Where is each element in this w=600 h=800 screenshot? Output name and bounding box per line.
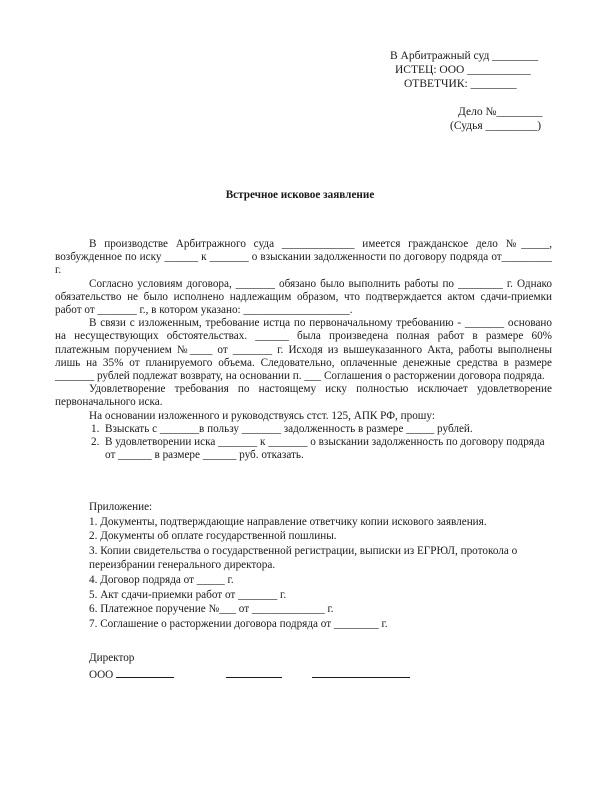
appendix-item: 7. Соглашение о расторжении договора подряда от ________ г. [89,617,388,630]
request-item-number: 2. [91,436,100,449]
full-name-line [312,666,410,678]
appendix-item: 6. Платежное поручение №___ от _____________ г. [89,603,334,616]
header-court: В Арбитражный суд ________ [390,50,539,62]
document-body [55,238,552,462]
org-name-line [116,666,174,678]
signature-block [89,651,410,683]
request-item-number: 1. [91,422,100,435]
request-item-text: В удовлетворении иска _______ к _______ о взыскании задолженность по договору подряда от ______ в размере ______ руб. отказать. [105,436,545,462]
paragraph-request-intro: На основании изложенного и руководствуясь стст. 125, АПК РФ, прошу: [89,409,435,422]
signature-org: ООО [89,669,114,681]
appendix-item: 5. Акт сдачи-приемки работ от _______ г. [89,588,287,601]
appendix-item: 1. Документы, подтверждающие направление ответчику копии искового заявления. [89,515,487,528]
paragraph-intro: В производстве Арбитражного суда _____________ имеется гражданское дело №_____, возбужденное по иску ______ к _______ о взыскании задолженности по договору подряда от_________ г. [55,238,552,277]
paragraph-exclusion: Удовлетворение требования по настоящему иску полностью исключает удовлетворение первоначального иска. [55,383,552,409]
appendix-item-text: 3. Копии свидетельства о государственной регистрации, выписки из ЕГРЮЛ, протокола о переизбрании генерального директора. [89,544,518,572]
header-plaintiff: ИСТЕЦ: ООО ___________ [395,64,531,76]
signature-org-line [89,666,410,683]
document-title: Встречное исковое заявление [225,189,375,201]
request-item [55,436,552,462]
request-item-text: Взыскать с _______в пользу _______ задолженность в размере _____ рублей. [105,422,473,435]
paragraph-grounds: В связи с изложенным, требование истца по первоначальному требованию - _______ основано на несуществующих обстоятельствах. ______ была произведена полная работ в размере 60% платежным поручением №____ от _______ г. Исходя из вышеуказанного Акта, работы выполнены лишь на 35% от планируемого объема. Следовательно, оплаченные денежные средства в размере _______ рублей подлежат возврату, на основании п. ___ Соглашения о расторжении договора подряда. [55,317,552,383]
appendix-item: 2. Документы об оплате государственной пошлины. [89,530,337,543]
appendix-item: 4. Договор подряда от _____ г. [89,573,234,586]
signature-line [226,666,282,678]
request-item [55,423,552,436]
header-defendant: ОТВЕТЧИК: ________ [404,78,517,90]
header-judge: (Судья _________) [450,120,542,132]
header-case-number: Дело №________ [458,106,543,118]
signature-position: Директор [89,652,135,664]
request-list [55,423,552,463]
appendix-heading: Приложение: [89,501,153,513]
appendix [89,500,554,631]
paragraph-contract: Согласно условиям договора, _______ обязано было выполнить работы по ________ г. Однако обязательство не было исполнено надлежащим образом, что подтверждается актом сдачи-приемки работ от _______ г., в котором указано: ___________________. [55,277,552,317]
appendix-item [55,544,554,573]
